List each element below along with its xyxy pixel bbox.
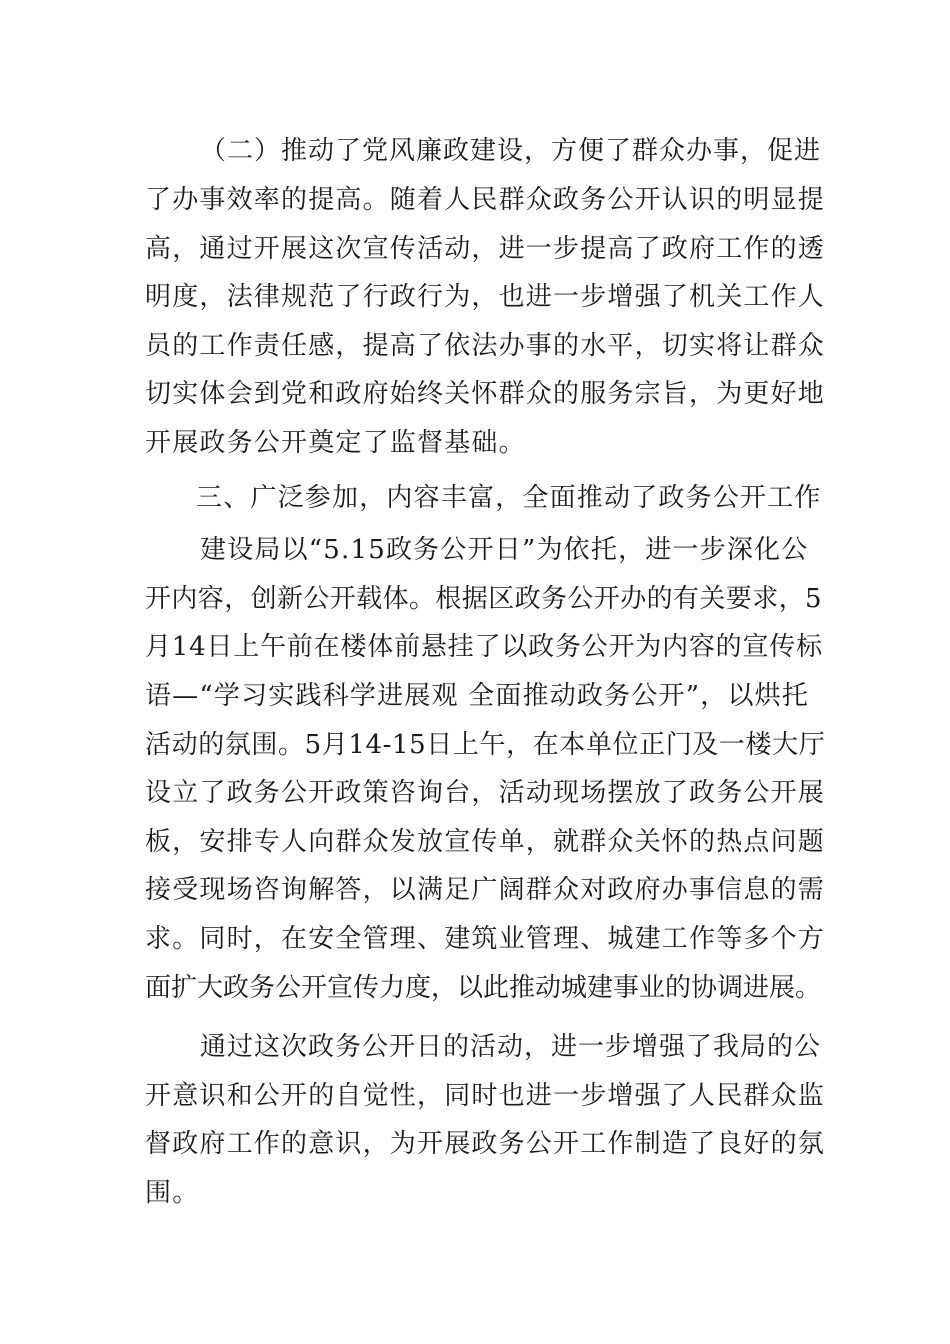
- paragraph-line: 开内容，创新公开载体。根据区政务公开办的有关要求，5: [145, 584, 822, 614]
- paragraph-line: 高，通过开展这次宣传活动，进一步提高了政府工作的透: [145, 234, 826, 264]
- paragraph-line: 板，安排专人向群众发放宣传单，就群众关怀的热点问题: [145, 827, 826, 857]
- paragraph-line: 开展政务公开奠定了监督基础。: [145, 428, 526, 458]
- paragraph-line: 语—“学习实践科学进展观 全面推动政务公开”，以烘托: [145, 681, 810, 711]
- paragraph-line: 开意识和公开的自觉性，同时也进一步增强了人民群众监: [145, 1081, 826, 1111]
- paragraph-line: 围。: [145, 1178, 200, 1208]
- paragraph-line: 接受现场咨询解答，以满足广阔群众对政府办事信息的需: [145, 875, 826, 905]
- paragraph-line: 了办事效率的提高。随着人民群众政务公开认识的明显提: [145, 185, 826, 215]
- paragraph-line: 月14日上午前在楼体前悬挂了以政务公开为内容的宣传标: [145, 632, 823, 662]
- paragraph-line: 通过这次政务公开日的活动，进一步增强了我局的公: [200, 1032, 822, 1062]
- paragraph-line: 切实体会到党和政府始终关怀群众的服务宗旨，为更好地: [145, 379, 826, 409]
- paragraph-line: （二）推动了党风廉政建设，方便了群众办事，促进: [200, 136, 822, 166]
- paragraph-line: 员的工作责任感，提高了依法办事的水平，切实将让群众: [145, 331, 826, 361]
- section-heading: 三、广泛参加，内容丰富，全面推动了政务公开工作: [196, 483, 822, 513]
- paragraph-line: 建设局以“5.15政务公开日”为依托，进一步深化公: [200, 535, 809, 565]
- paragraph-line: 求。同时，在安全管理、建筑业管理、城建工作等多个方: [145, 924, 826, 954]
- paragraph-line: 设立了政务公开政策咨询台，活动现场摆放了政务公开展: [145, 778, 826, 808]
- paragraph-line: 督政府工作的意识，为开展政务公开工作制造了良好的氛: [145, 1129, 826, 1159]
- paragraph-line: 明度，法律规范了行政行为，也进一步增强了机关工作人: [145, 282, 826, 312]
- paragraph-line: 活动的氛围。5月14-15日上午，在本单位正门及一楼大厅: [145, 730, 826, 760]
- paragraph-line: 面扩大政务公开宣传力度，以此推动城建事业的协调进展。: [145, 973, 822, 1003]
